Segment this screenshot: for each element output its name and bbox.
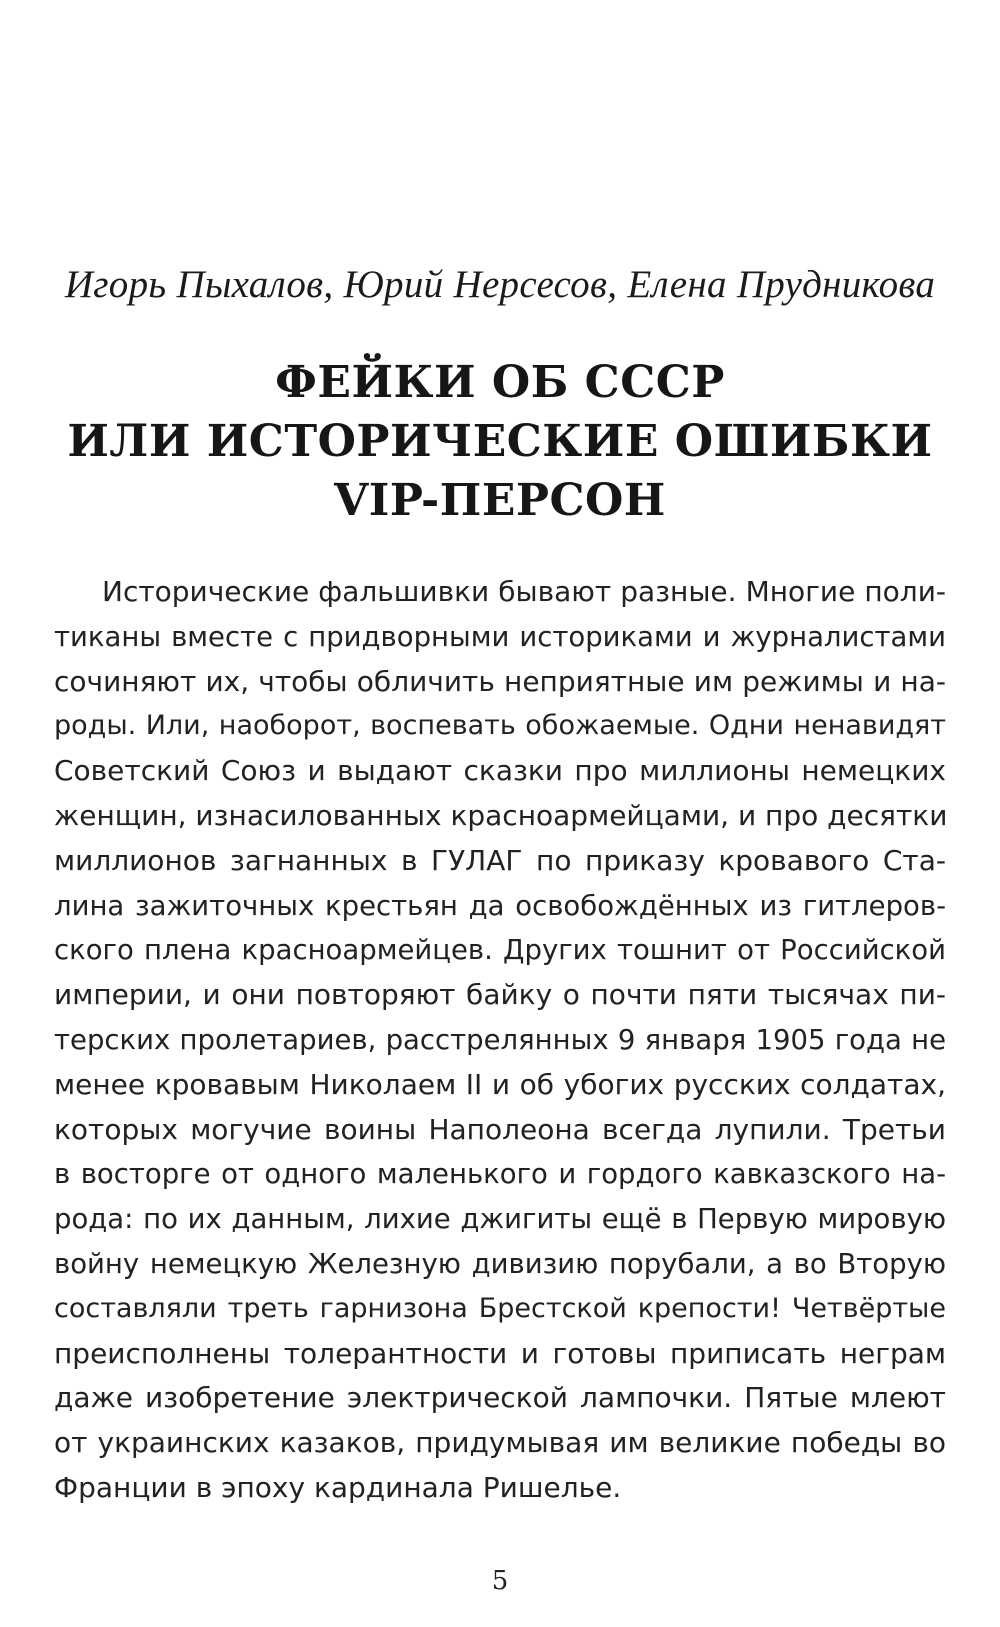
title-line: ФЕЙКИ ОБ СССР — [275, 357, 725, 408]
authors-line: Игорь Пыхалов, Юрий Нерсесов, Елена Прудникова — [64, 263, 936, 306]
text-line: менее кровавым Николаем II и об убогих русских солдатах, — [54, 1067, 946, 1101]
text-line: составляли треть гарнизона Брестской крепости! Четвёртые — [54, 1292, 946, 1324]
title-line: VIP-ПЕРСОН — [334, 475, 666, 526]
text-line: миллионов загнанных в ГУЛАГ по приказу кровавого Ста- — [54, 843, 946, 877]
page-number: 5 — [491, 1566, 509, 1596]
text-line: Франции в эпоху кардинала Ришелье. — [54, 1470, 622, 1504]
text-line: женщин, изнасилованных красноармейцами, и про десятки — [54, 798, 948, 832]
text-line: преисполнены толерантности и готовы приписать неграм — [54, 1336, 946, 1370]
text-line: империи, и они повторяют байку о почти пяти тысячах пи- — [54, 978, 946, 1012]
text-line: которых могучие воины Наполеона всегда лупили. Третьи — [54, 1112, 946, 1146]
text-line: лина зажиточных крестьян да освобождённых из гитлеров- — [54, 889, 946, 922]
text-line: Исторические фальшивки бывают разные. Многие поли- — [102, 575, 946, 608]
text-line: роды. Или, наоборот, воспевать обожаемые. Одни ненавидят — [54, 710, 946, 742]
text-line: ского плена красноармейцев. Других тошнит от Российской — [54, 934, 946, 967]
text-line: от украинских казаков, придумывая им великие победы во — [54, 1426, 946, 1460]
text-line: тиканы вместе с придворными историками и журналистами — [54, 620, 946, 653]
text-line: войну немецкую Железную дивизию порубали, а во Вторую — [54, 1247, 946, 1280]
text-line: терских пролетариев, расстрелянных 9 января 1905 года не — [54, 1023, 946, 1056]
text-line: даже изобретение электрической лампочки. Пятые млеют — [54, 1381, 946, 1415]
text-line: рода: по их данным, лихие джигиты ещё в Первую мировую — [54, 1203, 946, 1236]
text-line: сочиняют их, чтобы обличить неприятные им режимы и на- — [54, 664, 946, 698]
text-line: Советский Союз и выдают сказки про миллионы немецких — [54, 754, 946, 788]
title-line: ИЛИ ИСТОРИЧЕСКИЕ ОШИБКИ — [67, 416, 933, 467]
body-paragraph — [54, 570, 946, 1511]
text-line: в восторге от одного маленького и гордого кавказского на- — [54, 1158, 946, 1191]
book-title — [40, 353, 960, 530]
